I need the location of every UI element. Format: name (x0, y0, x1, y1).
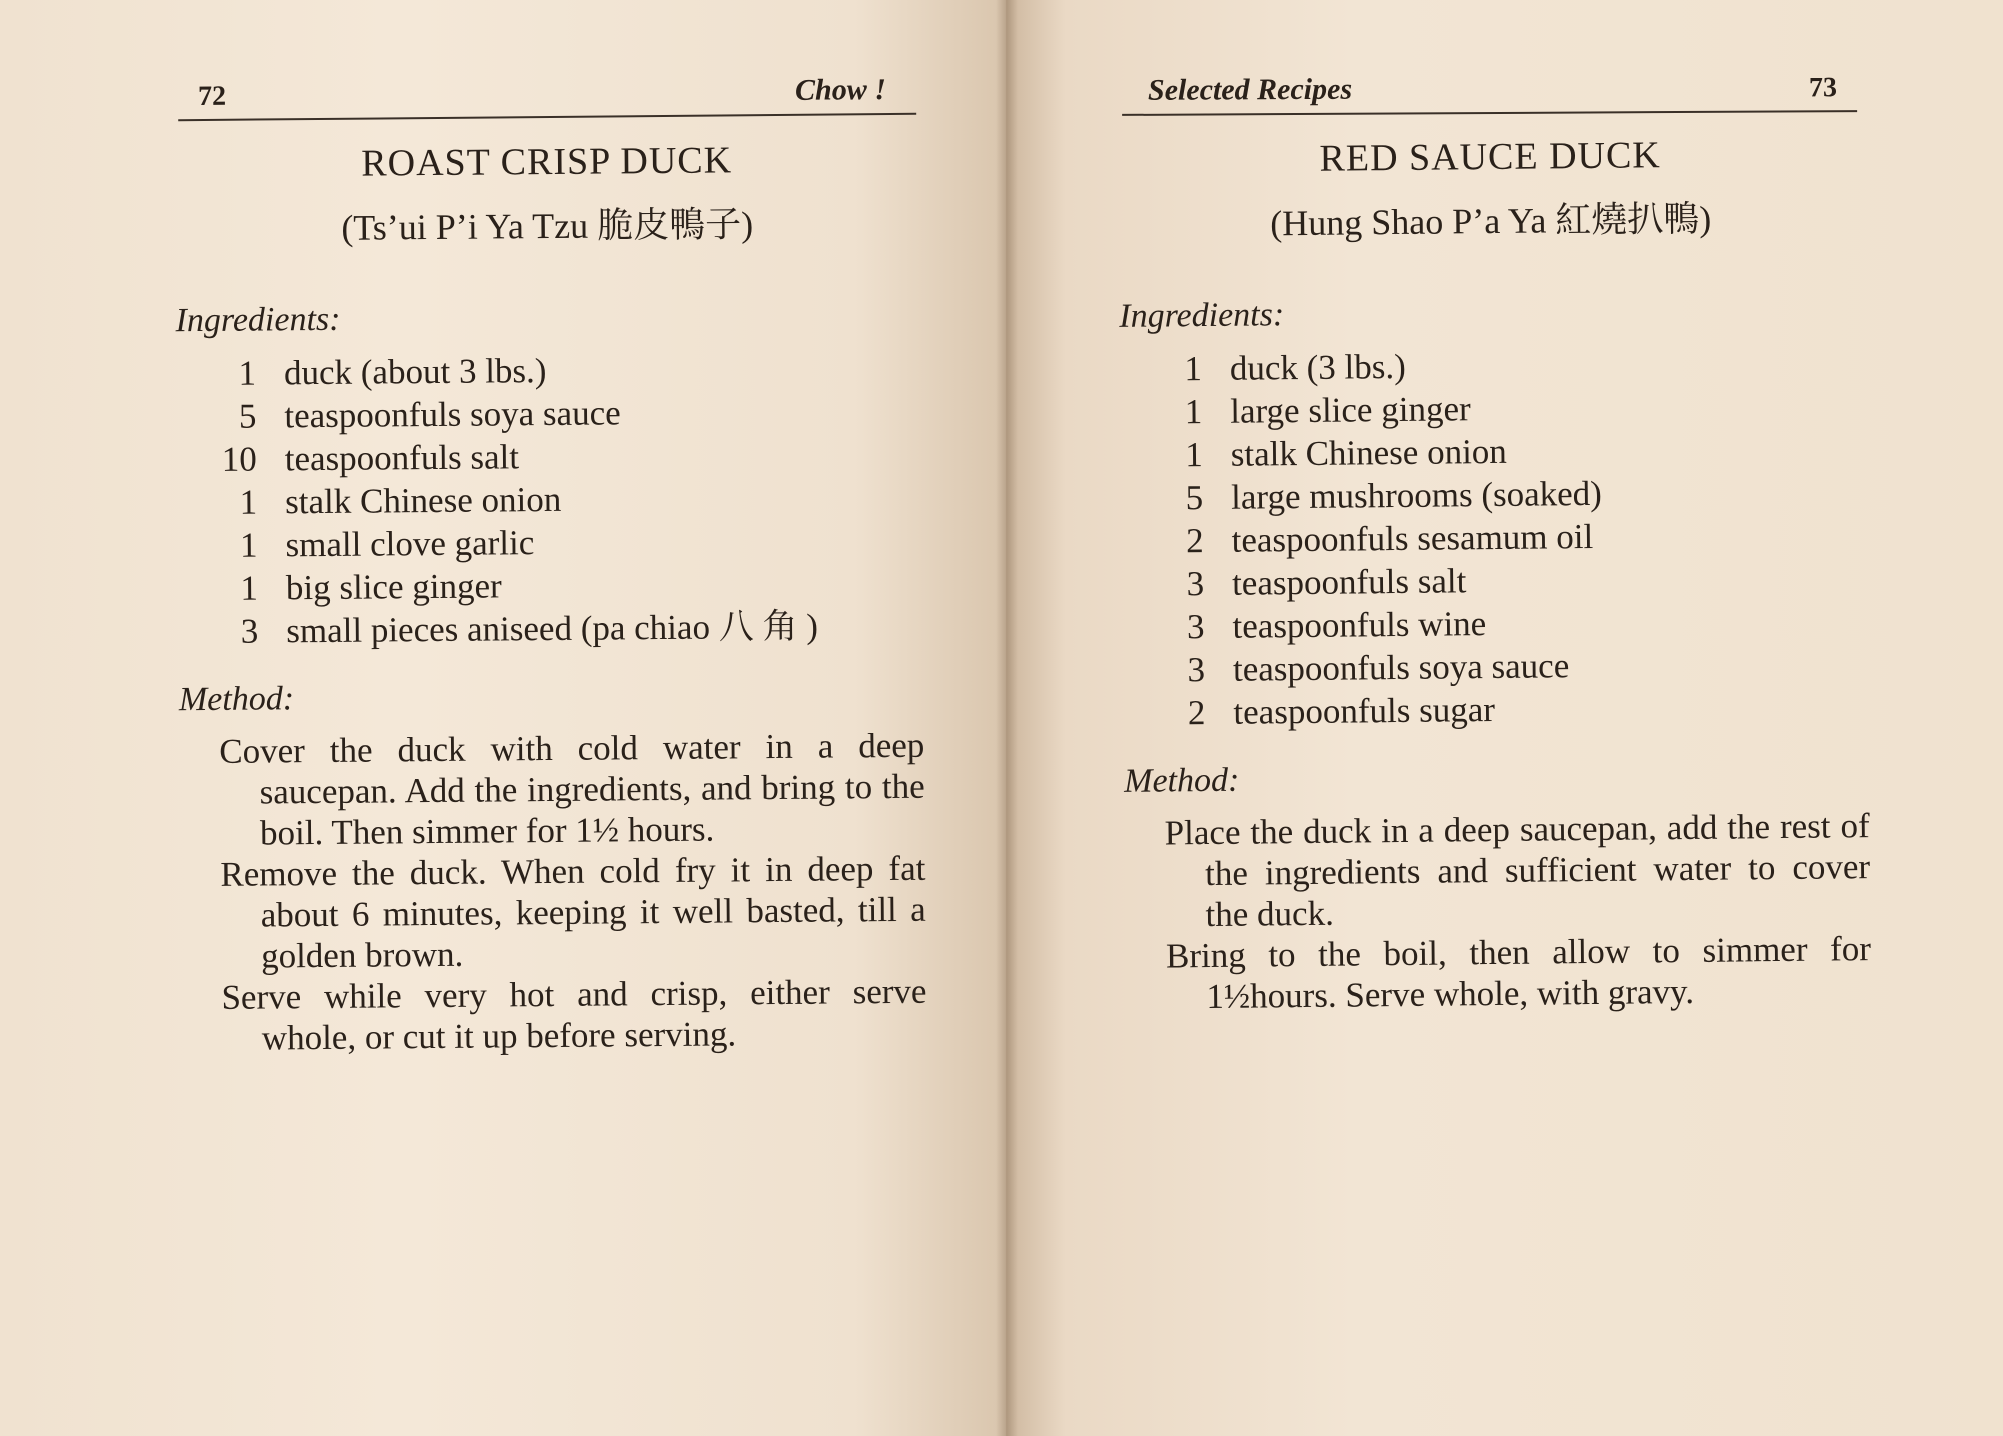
page-number: 73 (1808, 72, 1838, 104)
ingredient-qty: 5 (238, 396, 257, 436)
recipe-subtitle: (Ts’ui P’i Ya Tzu 脆皮鴨子) (341, 204, 754, 248)
running-head: Chow ! (794, 73, 887, 107)
book-gutter (996, 0, 1018, 1436)
ingredient-qty: 3 (1186, 564, 1205, 604)
ingredient-item: teaspoonfuls soya sauce (284, 393, 621, 436)
ingredient-row (1123, 684, 1868, 735)
method-paragraph: Cover the duck with cold water in a deep saucepan. Add the ingredients, and bring to the boil. Then simmer for 1½ hours. (219, 725, 925, 853)
ingredient-qty: 5 (1185, 478, 1204, 518)
method-body (1124, 805, 1871, 1018)
ingredient-row (177, 432, 922, 481)
method-paragraph: Serve while very hot and crisp, either serve whole, or cut it up before serving. (221, 971, 927, 1058)
ingredient-qty: 3 (1186, 607, 1205, 647)
ingredient-item: large slice ginger (1230, 389, 1471, 431)
ingredient-item: teaspoonfuls sugar (1233, 690, 1496, 732)
ingredient-qty: 1 (1185, 435, 1203, 475)
ingredient-qty: 3 (240, 611, 259, 651)
page-number: 72 (197, 80, 227, 113)
ingredient-item: teaspoonfuls soya sauce (1232, 646, 1570, 689)
ingredient-row (178, 604, 923, 653)
ingredients-heading: Ingredients: (175, 300, 341, 340)
ingredient-item: stalk Chinese onion (284, 479, 562, 522)
ingredient-qty: 1 (238, 353, 257, 393)
left-recipe (174, 137, 927, 1059)
ingredient-item: teaspoonfuls salt (284, 437, 520, 479)
ingredient-qty: 1 (1184, 392, 1203, 432)
recipe-title: ROAST CRISP DUCK (361, 139, 733, 185)
recipe-title: RED SAUCE DUCK (1319, 134, 1661, 180)
ingredient-qty: 1 (1184, 349, 1203, 389)
ingredient-qty: 10 (221, 439, 257, 479)
running-head: Selected Recipes (1147, 72, 1353, 107)
right-recipe (1117, 131, 1871, 1018)
ingredient-item: large mushrooms (soaked) (1230, 473, 1603, 517)
ingredient-item: teaspoonfuls sesamum oil (1231, 516, 1594, 560)
ingredients-heading: Ingredients: (1119, 296, 1285, 335)
ingredient-row (178, 561, 923, 610)
method-paragraph: Bring to the boil, then allow to simmer for 1½hours. Serve whole, with gravy. (1165, 929, 1872, 1017)
ingredient-qty: 1 (239, 525, 258, 565)
ingredients-list (1120, 340, 1869, 735)
method-body (179, 725, 927, 1059)
ingredient-item: teaspoonfuls salt (1231, 561, 1467, 603)
method-heading: Method: (1123, 761, 1240, 800)
recipe-subtitle: (Hung Shao P’a Ya 紅燒扒鴨) (1270, 198, 1712, 244)
ingredient-qty: 3 (1187, 650, 1206, 690)
ingredient-row (176, 389, 921, 438)
ingredient-row (176, 346, 921, 395)
method-paragraph: Place the duck in a deep saucepan, add the rest of the ingredients and sufficient water to cover the duck. (1164, 806, 1871, 935)
ingredient-qty: 1 (239, 482, 258, 522)
ingredient-qty: 2 (1185, 521, 1204, 561)
method-paragraph: Remove the duck. When cold fry it in deep fat about 6 minutes, keeping it well basted, till a golden brown. (220, 848, 926, 976)
method-heading: Method: (178, 680, 295, 719)
ingredient-qty: 1 (240, 568, 259, 608)
ingredients-list (176, 346, 924, 653)
ingredient-row (177, 475, 922, 524)
ingredient-item: duck (3 lbs.) (1229, 346, 1406, 388)
left-page-header (178, 67, 916, 121)
ingredient-item: big slice ginger (285, 566, 502, 608)
ingredient-item: teaspoonfuls wine (1232, 604, 1487, 646)
ingredient-item: stalk Chinese onion (1230, 431, 1508, 474)
ingredient-row (177, 518, 922, 567)
ingredient-qty: 2 (1187, 693, 1206, 733)
ingredient-item: small clove garlic (285, 523, 535, 565)
ingredient-item: duck (about 3 lbs.) (283, 351, 547, 393)
ingredient-item: small pieces aniseed (pa chiao 八 角 ) (286, 606, 819, 651)
right-page-header (1122, 64, 1857, 116)
